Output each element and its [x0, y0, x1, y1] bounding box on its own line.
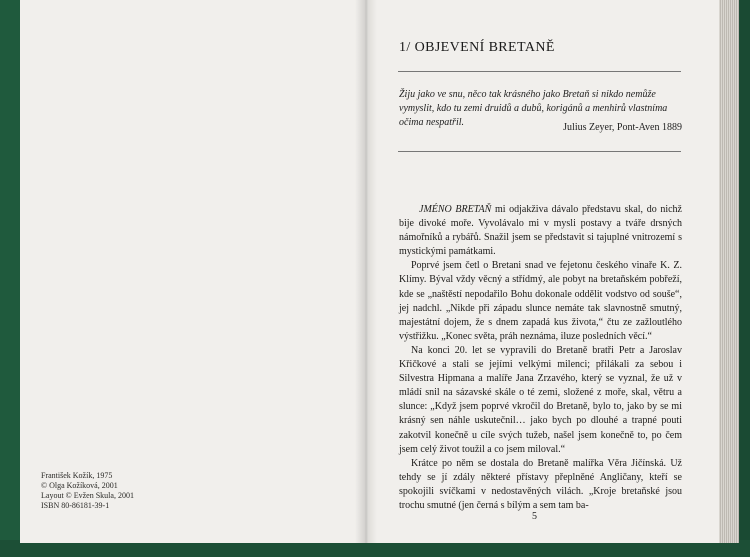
page-number: 5: [532, 511, 537, 522]
chapter-title: 1/ OBJEVENÍ BRETANĚ: [399, 40, 555, 55]
paragraph: Poprvé jsem četl o Bretani snad ve fejetonu českého vinaře K. Z. Klímy. Býval vždy věcný a střídmý, ale pobyt na bretaňském pobřeží, kde se „naštěstí nepodařilo Bohu dokonale oddělit vodstvo od souše“, jej nadchl. „Nikde při západu slunce nemáte tak slavnostně smutný, majestátní dojem, že s dnem zapadá kus života,“ čtu ze zažloutlého výstřižku. „Konec světa, práh neznáma, iluze posledních věcí.“: [399, 260, 682, 342]
colophon-line: František Kožík, 1975: [41, 471, 113, 480]
page-edges: [719, 0, 739, 543]
paragraph-text: mi odjakživa dávalo představu skal, do nichž bije divoké moře. Vyvolávalo mi v mysli postavy a tváře drsných námořníků a rybářů. Snažil jsem se představit si tajuplné vnitrozemí s mystickými památkami.: [399, 204, 682, 258]
paragraph: [399, 203, 682, 259]
colophon: [41, 471, 134, 511]
colophon-line: ISBN 80-86181-39-1: [41, 501, 110, 510]
paragraph: Na konci 20. let se vypravili do Bretaně bratři Petr a Jaroslav Křičkové a stali se jejími velkými milenci; přilákali za sebou i Silvestra Hipmana a malíře Jana Zrzavého, který se vyznal, že už v mládí snil na sázavské skále o té zemi, složené z moře, skal, větru a slunce: „Když jsem poprvé vkročil do Bretaně, bylo to, jako by se mi krásný sen náhle uskutečnil… jako bych po dlouhé a trapné pouti zakotvil konečně u cíle svých tužeb, našel jsem konečně to, po čem jsem celý život toužil a co jsem miloval.“: [399, 344, 682, 455]
book-cover-edge-left: [0, 0, 20, 557]
epigraph-author: Julius Zeyer, Pont-Aven 1889: [563, 122, 682, 133]
chapter-body: [399, 203, 682, 513]
epigraph-top-rule: [398, 71, 681, 72]
lead-in-text: JMÉNO BRETAŇ: [419, 204, 492, 215]
colophon-line: Layout © Evžen Skula, 2001: [41, 491, 134, 500]
book-cover-edge-right: [738, 0, 750, 557]
epigraph-bottom-rule: [398, 151, 681, 152]
epigraph-text: Žiju jako ve snu, něco tak krásného jako Bretaň si nikdo nemůže vymyslit, kdo tu zemi druidů a dubů, korigánů a menhirů vlastníma očima nespatřil.: [399, 89, 668, 128]
left-page: [20, 0, 366, 543]
paragraph: Krátce po něm se dostala do Bretaně malířka Věra Jičínská. Už tehdy se jí zdály některé přístavy přeplněné Angličany, kteří se spokojili svíčkami v nedostavěných vilách. „Kroje bretaňské jsou trochu smutné (jen černá s bílým a sem tam ba-: [399, 457, 682, 511]
colophon-line: © Olga Kožíková, 2001: [41, 481, 118, 490]
